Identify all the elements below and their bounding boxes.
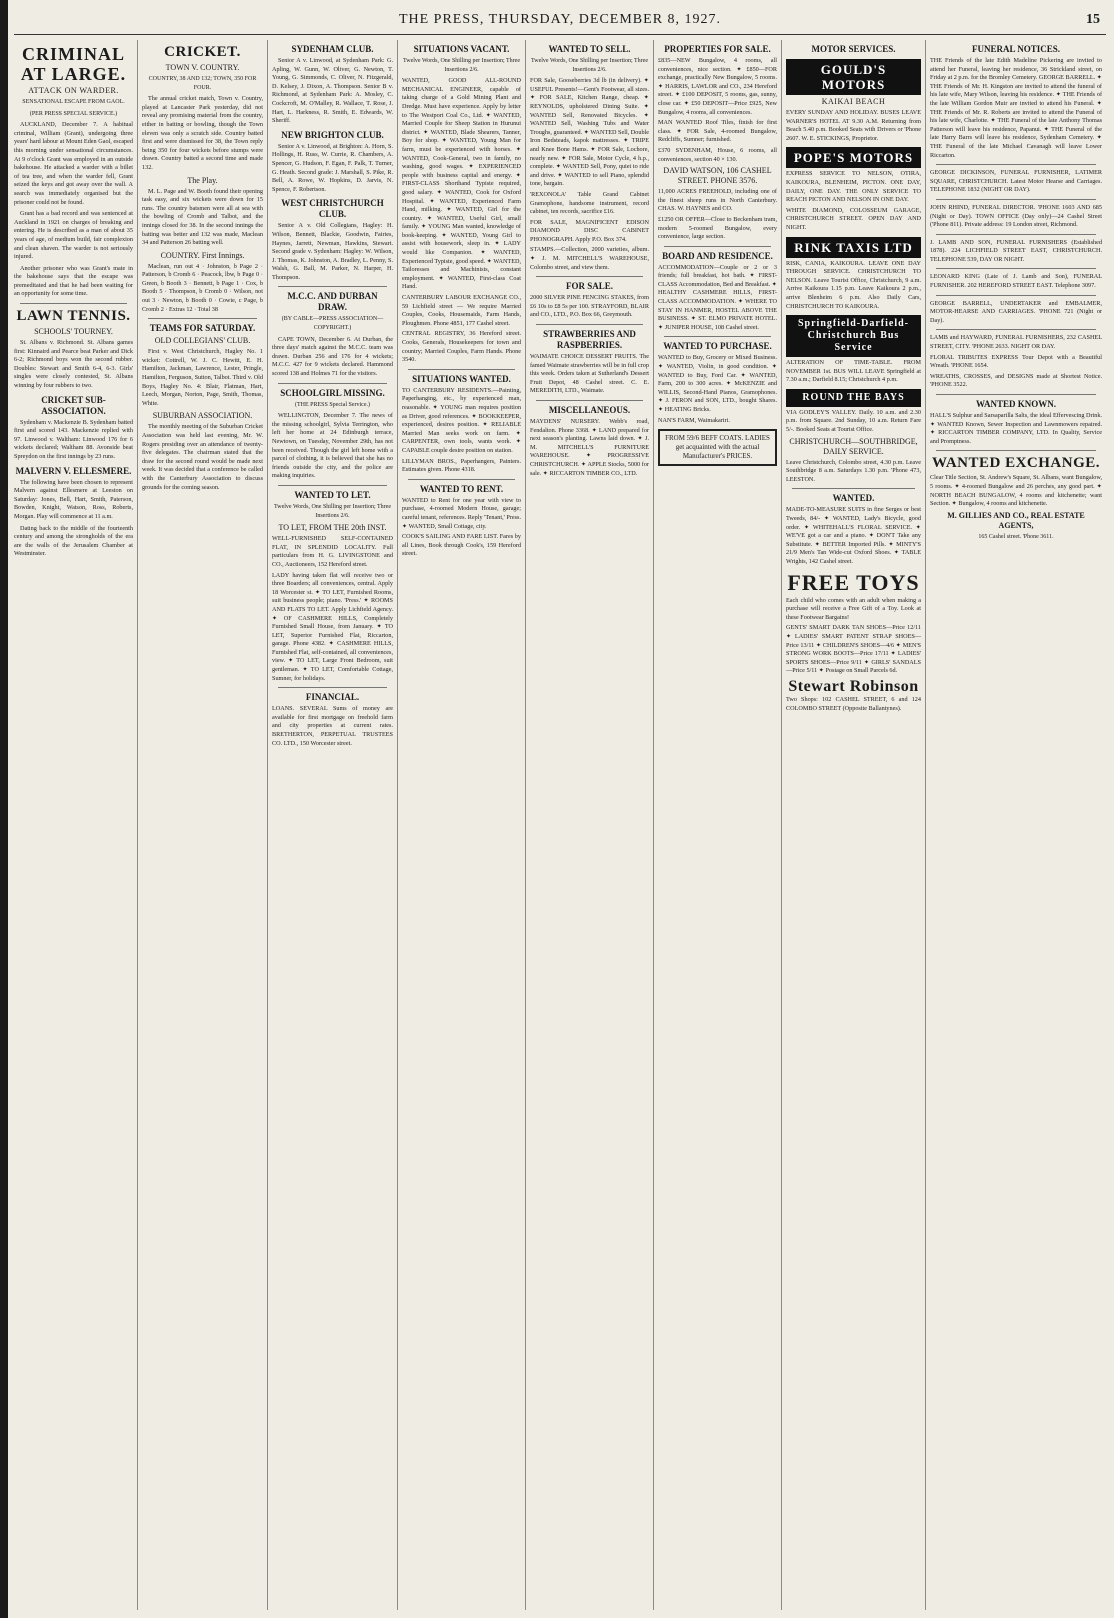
article-body: Another prisoner who was Grant's mate in the bakehouse says that the escape was premeditated and that he had been waiting for an opportunity for some time.: [14, 264, 133, 298]
classified-ad: STAMPS.—Collection, 2000 varieties, album. ✦ J. M. MITCHELL'S WAREHOUSE, Colombo street, and view them.: [530, 246, 649, 271]
coats-advert: FROM 59/6 BEFF COATS. LADIES get acquainted with the actual Manufacturer's PRICES.: [658, 429, 777, 466]
southbridge-title: CHRISTCHURCH—SOUTHBRIDGE, DAILY SERVICE.: [789, 436, 918, 456]
club-title: SUBURBAN ASSOCIATION.: [152, 411, 253, 421]
divider: [408, 479, 515, 480]
column-8: [926, 40, 1106, 1610]
funeral-director-ad: JOHN RHIND, FUNERAL DIRECTOR. 'PHONE 1603 AND 685 (Night or Day). TOWN OFFICE (Day only)—24 Cashel Street ('Phone 811). Private address: 19 London street, Richmond.: [930, 203, 1102, 229]
agent-name: DAVID WATSON, 106 CASHEL STREET. PHONE 3576.: [663, 166, 772, 186]
headline-criminal: CRIMINAL AT LARGE.: [20, 44, 127, 84]
rink-taxis-banner: RINK TAXIS LTD: [786, 237, 921, 258]
divider: [20, 303, 127, 304]
classified-ad: WHITE DIAMOND, COLOSSEUM GARAGE, CHRISTCHURCH STREET. OPEN DAY AND NIGHT.: [786, 206, 921, 231]
section-title-wanted-exchange: WANTED EXCHANGE.: [931, 455, 1101, 472]
funeral-director-ad: GEORGE DICKINSON, FUNERAL FURNISHER, LATIMER SQUARE, CHRISTCHURCH. Latest Motor Hearse and Carriages. TELEPHONE 1832 (NIGHT OR DAY).: [930, 169, 1102, 194]
section-title-cricket-sub: CRICKET SUB-ASSOCIATION.: [41, 394, 106, 416]
column-1: [10, 40, 138, 1610]
divider: [536, 276, 643, 277]
divider: [936, 268, 1096, 269]
classified-ads: MAYDENS' NURSERY. Webb's road, Fendalton. Phone 3368. ✦ LAND prepared for next season's planting. Lawns laid down. ✦ J. M. MITCHELL'S FURNITURE WAREHOUSE. ✦ PROGRESSIVE CHRISTCHURCH. ✦ APPLE Stocks, 5000 for sale. ✦ RICCARTON TIMBER CO., LTD.: [530, 418, 649, 477]
divider: [408, 369, 515, 370]
classified-ad: WAIMATE CHOICE DESSERT FRUITS. The famed Waimate strawberries will be in full crop this week. Orders taken at Sutherland's Dessert Fruit Depot, 48 Cashel street. C. E. MEREDITH, LTD., Waimate.: [530, 353, 649, 395]
popes-motors-banner: POPE'S MOTORS: [786, 147, 921, 168]
stewart-robinson-name: Stewart Robinson: [788, 677, 919, 695]
section-title-funeral-notices: FUNERAL NOTICES.: [971, 44, 1061, 54]
article-body: The following have been chosen to represent Malvern against Ellesmere at Leeston on Saturday: Jones, Bell, Hart, Smith, Paterson, Bowden, Knight, Watson, Ross, Roberts, Morgan. Play will commence at 11 a.m.: [14, 478, 133, 520]
page-number: 15: [1086, 12, 1100, 27]
section-title-malvern: MALVERN V. ELLESMERE.: [15, 465, 132, 476]
classified-ad: Leave Christchurch, Colombo street, 4.30 p.m. Leave Southbridge 8 a.m. Saturdays 1.30 p.m. 'Phone 473, LEESTON.: [786, 458, 921, 483]
classified-ad: 11,000 ACRES FREEHOLD, including one of the finest sheep runs in North Canterbury. CHAS. W. HAYNES and CO.: [658, 188, 777, 213]
rate-line: Twelve Words, One Shilling per Insertion; Three Insertions 2/6.: [402, 58, 521, 73]
club-title-new-brighton: NEW BRIGHTON CLUB.: [281, 129, 384, 140]
section-title-situations-vacant: SITUATIONS VACANT.: [413, 44, 510, 54]
column-4: [398, 40, 526, 1610]
section-title-board: BOARD AND RESIDENCE.: [662, 250, 773, 261]
gillies-address: 165 Cashel street. 'Phone 3611.: [978, 533, 1054, 540]
section-title-financial: FINANCIAL.: [305, 692, 360, 703]
subhead-the-play: The Play.: [187, 175, 218, 185]
kaikai-beach-title: KAIKAI BEACH: [821, 97, 886, 106]
column-2: [138, 40, 268, 1610]
section-title-wanted-to-rent: WANTED TO RENT.: [419, 483, 504, 494]
classified-ad: EVERY SUNDAY AND HOLIDAY. BUSES LEAVE WARNER'S HOTEL AT 9.30 A.M. Returning from Beach 5.40 p.m. Booked Seats with Drivers or 'Phone 2607. W. E. STICKINGS, Proprietor.: [786, 109, 921, 142]
rate-line: Twelve Words, One Shilling per Insertion; Three Insertions 2/6.: [530, 58, 649, 73]
binding-gutter: [0, 0, 8, 1618]
divider: [936, 234, 1096, 235]
club-title-west-christchurch: WEST CHRISTCHURCH CLUB.: [281, 198, 384, 220]
divider: [278, 286, 387, 287]
classified-ad: £1250 OR OFFER—Close to Beckenham tram, modern 5-roomed Bungalow, every convenience, large section.: [658, 215, 777, 241]
divider: [792, 488, 915, 489]
article-body: First v. West Christchurch, Hagley No. 1 wicket: Cottrell, W. J. C. Hewitt, E. H. Hamilton, Jackman, Lawrence, Lester, Pringle, Hamilton, Ferguson, Sutton, Talbot. Third v. Old Boys, Hagley No. 4: Blair, Flatman, Hart, Leech, Morgan, Norton, Page, Smith, Thomas, White.: [142, 348, 263, 407]
classified-ads: £835—NEW Bungalow, 4 rooms, all conveniences, nice section. ✦ £850—FOR exchange, practically New Bungalow, 5 rooms. ✦ HARRIS, LAWLOR and CO., 234 Hereford street. ✦ £100 DEPOSIT, 5 rooms, gas, sunny, close car. ✦ £50 DEPOSIT—Price £925, New Bungalow, 4 rooms, all conveniences.: [658, 57, 777, 116]
section-title-situations-wanted: SITUATIONS WANTED.: [412, 373, 511, 384]
section-title-wanted: WANTED.: [832, 493, 875, 504]
article-body: Senior A v. Linwood, at Brighton: A. Horn, S. Hollings, H. Russ, W. Currie, R. Chambers, A. Spencer, G. Hudson, F. Egan, F. Palk, T. Turner, G. Heath. Second grade: J. Marshall, S. Pike, R. Bell, A. Rowe, W. Hopkins, D. Jarvis, N. Spence, F. Robertson.: [272, 142, 393, 193]
classified-ad: EXPRESS SERVICE TO NELSON, OTIRA, KAIKOURA, BLENHEIM, PICTON. ONE DAY, DAILY, ONE DAY. THE ONLY SERVICE TO REACH PICTON AND NELSON IN ONE DAY.: [786, 170, 921, 204]
article-body: Senior A v. Old Collegians, Hagley: H. Wilson, Bennett, Blackie, Goodwin, Fairies, Haynes, Jarrett, Newman, Hawkins, Stewart. Second grade v. Sydenham: Hagley: W. Wilson, J. Thomas, K. Johnston, A. Bradley, L. Penny, S. Walsh, G. Ball, M. Parker, N. Harper, H. Thompson.: [272, 222, 393, 281]
divider: [936, 450, 1096, 451]
article-body: The monthly meeting of the Suburban Cricket Association was held last evening, Mr. W. Rogers presiding over an attendance of twenty-five delegates. The chairman stated that the draw for the second round would be made next week. It was decided that a conference be called with the Canterbury Association to discuss grounds for the coming season.: [142, 423, 263, 491]
article-body: St. Albans v. Richmond. St. Albans games first: Kinnaird and Pearce beat Parker and Dick 6-2; Richmond boys won the second rubber. Doubles: Stewart and Smith 6-4, 6-3. Girls' singles were closely contested, St. Albans winning by four rubbers to two.: [14, 339, 133, 390]
section-title-miscellaneous: MISCELLANEOUS.: [548, 405, 631, 415]
article-body: AUCKLAND, December 7. A habitual criminal, William (Grant), undergoing three years' hard labour at Mount Eden Gaol, escaped this morning under sensational circumstances. At 9 o'clock Grant was employed in an outside bakehouse. He attacked a warder with a billet of tea tree, and when the warder fell, Grant seized the keys and got away over the wall. A search was immediately organised but the prisoner could not be found.: [14, 121, 133, 206]
floral-ad: FLORAL TRIBUTES EXPRESS Tour Depot with a Beautiful Wreath. 'PHONE 1654.: [930, 353, 1102, 370]
funeral-director-ad: J. LAMB AND SON, FUNERAL FURNISHERS (Established 1878). 224 LICHFIELD STREET EAST, CHRISTCHURCH. TELEPHONE 539, DAY OR NIGHT.: [930, 238, 1102, 263]
funeral-director-ad: GEORGE BARRELL, UNDERTAKER and EMBALMER, MOTOR-HEARSE AND CARRIAGES. 'PHONE 721 (Night or Day).: [930, 299, 1102, 324]
section-title-cricket: CRICKET.: [164, 44, 241, 60]
classified-ad: LOANS. SEVERAL Sums of money are available for first mortgage on freehold farm and city properties at current rates. BRETHERTON, PERPETUAL TRUSTEES CO. LTD., 150 Worcester street.: [272, 705, 393, 747]
divider: [936, 164, 1096, 165]
article-body: Senior A v. Linwood, at Sydenham Park: G. Apling, W. Gunn, W. Oliver, G. Newton, T. Young, G. Simmonds, C. Oliver, N. Fitzgerald, D. Kelsey, J. Dixon, A. Thompson. Senior B v. Richmond, at Sydenham Park: A. Mosley, C. Cockcroft, M. O'Malley, R. Wallace, T. Rose, J. Hart, L. Harkness, R. Smith, E. Edwards, W. Sheriff.: [272, 57, 393, 125]
classified-ads: FOR Sale, Gooseberries 3d lb (in delivery). ✦ USEFUL Presents!—Gent's Footwear, all sizes. ✦ FOR SALE, Kitchen Range, cheap. ✦ REYNOLDS, upholstered Dining Suite. ✦ WANTED Sell, Renovated Bicycles. ✦ WANTED Sell, Washing Tubs and Water Troughs, guaranteed. ✦ WANTED Sell, Double Iron Bedsteads, kapok mattresses. ✦ TRIPE and Knee Bone Hams. ✦ FOR Sale, Lochore, nearly new. ✦ FOR Sale, Motor Cycle, 4 h.p., complete. ✦ WANTED Sell, Pony, quiet to ride and drive. ✦ WANTED to sell Piano, splendid tone, bargain.: [530, 77, 649, 188]
divider: [148, 318, 257, 319]
article-body: M. L. Page and W. Booth found their opening task easy, and six wickets were down for 15 runs. The country batsmen were all at sea with the bowling of Cromb and Talbot, and the innings closed for 38. In the second innings the batting was better and 132 was made, Maclean 34 and Patterson 26 batting well.: [142, 187, 263, 247]
free-toys-title: FREE TOYS: [787, 569, 920, 595]
funeral-notices: THE Friends of the late Edith Madeline Pickering are invited to attend her Funeral, leaving her residence, 36 Strickland street, on Friday at 2 p.m. for the Bromley Cemetery. GEORGE BARRELL. ✦ THE Friends of Mr. H. Kingston are invited to attend the funeral of his late wife, Mary Wilson, leaving his residence. ✦ THE Friends of the late William Gordon Muir are invited to attend his Funeral. ✦ THE Friends of Mr. R. Roberts are invited to attend the Funeral of his late wife, Charlotte. ✦ THE Funeral of the late Anthony Thomas Patterson will leave his residence, Papanui. ✦ THE Funeral of the late Harry Barrs will leave his residence, Sydenham Cemetery. ✦ THE Funeral of the late Michael Cavanagh will leave Lower Riccarton.: [930, 57, 1102, 159]
classified-ad: Each child who comes with an adult when making a purchase will receive a Free Gift of a Toy. Look at these Footwear Bargains!: [786, 596, 921, 621]
column-3: [268, 40, 398, 1610]
headline-escape: SENSATIONAL ESCAPE FROM GAOL.: [22, 99, 125, 105]
section-title-for-sale: FOR SALE.: [565, 281, 613, 292]
article-body: Sydenham v. Mackenzie B. Sydenham batted first and scored 143. Mackenzie replied with 97. Linwood v. Waltham: Linwood 176 for 6 wickets declared; Waltham 88. Avonside beat Spreydon on the first innings by 23 runs.: [14, 418, 133, 460]
floral-ad: WREATHS, CROSSES, and DESIGNS made at Shortest Notice. 'PHONE 3522.: [930, 372, 1102, 389]
section-title-wanted-to-purchase: WANTED TO PURCHASE.: [663, 341, 772, 352]
section-title-teams: TEAMS FOR SATURDAY.: [149, 323, 256, 334]
divider: [278, 687, 387, 688]
classified-ad: ALTERATION OF TIME-TABLE. FROM NOVEMBER 1st. BUS WILL LEAVE Springfield at 7.30 a.m.; Darfield 8.15; Christchurch 4 p.m.: [786, 359, 921, 384]
section-title-motor-services: MOTOR SERVICES.: [811, 44, 896, 54]
divider: [536, 324, 643, 325]
section-title-strawberries: STRAWBERRIES AND RASPBERRIES.: [543, 329, 636, 351]
classified-ads: LADY having taken flat will receive two or three Boarders; all conveniences, central. Apply 18 Worcester st. ✦ TO LET, Furnished Rooms, suit business people; piano. 'Press.' ✦ ROOMS AND FLATS TO LET. Apply Lichfield Agency. ✦ OF CASHMERE HILLS, Completely Furnished Small House, from January. ✦ TO LET, Superior Furnished Flat, Riccarton, garage. Phone 4382. ✦ CASHMERE HILLS, Furnished Flat, self-contained, all conveniences, view. ✦ TO LET, Large Front Bedroom, suit gentleman. ✦ TO LET, Comfortable Cottage, Sumner, for holidays.: [272, 571, 393, 682]
classified-ads: Clear Title Section, St. Andrew's Square, St. Albans, want Bungalow, 5 rooms. ✦ 4-roomed Bungalow and 26 perches, any good part. ✦ NORTH BEACH BUNGALOW, 4 rooms and kitchenette; want Section. ✦ Bungalow, 4 rooms and kitchenette.: [930, 474, 1102, 508]
cable-credit: (BY CABLE—PRESS ASSOCIATION—COPYRIGHT.): [281, 316, 384, 332]
classified-ad: Two Shops: 102 CASHEL STREET, 6 and 124 COLOMBO STREET (Opposite Ballantynes).: [786, 695, 921, 712]
section-title-wanted-to-let: WANTED TO LET.: [294, 489, 371, 500]
funeral-director-ad: LAMB and HAYWARD, FUNERAL FURNISHERS, 232 CASHEL STREET, CITY. 'PHONE 2633. NIGHT OR DAY.: [930, 334, 1102, 351]
column-7: [782, 40, 926, 1610]
section-title-wanted-known: WANTED KNOWN.: [975, 399, 1056, 409]
gillies-agency-name: M. GILLIES AND CO., REAL ESTATE AGENTS,: [947, 510, 1085, 530]
ad-heading: TO LET, FROM THE 20th INST.: [278, 523, 387, 533]
classified-ad: CENTRAL REGISTRY, 36 Hereford street. Cooks, Generals, Housekeepers for town and country; Married Couples, Farm Hands. Phone 3540.: [402, 330, 521, 364]
divider: [936, 295, 1096, 296]
section-title-lawn-tennis: LAWN TENNIS.: [16, 308, 131, 325]
funeral-director-ad: LEONARD KING (Late of J. Lamb and Son), FUNERAL FURNISHER. 202 HEREFORD STREET EAST. Telephone 3097.: [930, 273, 1102, 290]
classified-ads: ACCOMMODATION—Couple or 2 or 3 friends; full breakfast, hot bath. ✦ FIRST-CLASS Accommodation, Bed and Breakfast. ✦ HEALTHY CASHMERE HILLS, FIRST-CLASS ACCOMMODATION. ✦ WHERE TO STAY IN HANMER, HOSTEL ABOVE THE BUSINESS. ✦ ST. ELMO PRIVATE HOTEL. ✦ JUNIPER HOUSE, 108 Cashel street.: [658, 263, 777, 331]
column-6: [654, 40, 782, 1610]
headline-mcc: M.C.C. AND DURBAN DRAW.: [287, 291, 378, 313]
divider: [936, 394, 1096, 395]
divider: [936, 329, 1096, 330]
scoreboard-title: COUNTRY. First Innings.: [160, 250, 245, 260]
classified-ads: MADE-TO-MEASURE SUITS in fine Serges or best Tweeds, 84/- ✦ WANTED, Lady's Bicycle, good order. ✦ WHITEHALL'S FLORAL SERVICE. ✦ WE'VE got a car and a piano. ✦ DON'T Take any Substitute. ✦ BETTER Imported Pills. ✦ MINTY'S 21/9 Men's Tan Wide-cut Oxford Shoes. ✦ TABLE Wrights, 142 Cashel street.: [786, 506, 921, 565]
classified-ad: LILLYMAN BROS., Paperhangers, Painters. Estimates given. Phone 4318.: [402, 457, 521, 474]
headline-attack: ATTACK ON WARDER.: [28, 86, 119, 95]
press-credit: (THE PRESS Special Service.): [295, 401, 370, 408]
classified-ad: 2000 SILVER PINE FENCING STAKES, from £6 10s to £8 5s per 100. STRAYFORD, BLAIR and CO., LTD., P.O. Box 66, Greymouth.: [530, 294, 649, 319]
classified-ads: TO CANTERBURY RESIDENTS.—Painting, Paperhanging, etc., by experienced man, reasonable. ✦ YOUNG man requires position as Driver, good references. ✦ BOOKKEEPER, experienced, desires position. ✦ RELIABLE Married Man seeks work on farm. ✦ CARPENTER, own tools, wants work. ✦ CAPABLE couple desire position on station.: [402, 386, 521, 454]
rate-line: Twelve Words, One Shilling per Insertion; Three Insertions 2/6.: [273, 503, 392, 519]
footwear-bargains: GENTS' SMART DARK TAN SHOES—Price 12/11 ✦ LADIES' SMART PATENT STRAP SHOES—Price 13/11 ✦ CHILDREN'S SHOES—4/6 ✦ MEN'S STRONG WORK BOOTS—Price 17/11 ✦ LADIES' SPORTS SHOES—Price 9/11 ✦ GIRLS' SANDALS—Price 5/11 ✦ Postage on Small Parcels 6d.: [786, 624, 921, 675]
divider: [278, 383, 387, 384]
classified-ad: COOK'S SAILING AND FARE LIST. Fares by all Lines, Book through Cook's, 159 Hereford street.: [402, 533, 521, 558]
classified-ad: NAN'S FARM, Waimakariri.: [658, 416, 730, 424]
divider: [664, 336, 771, 337]
classified-ad: MAN WANTED Roof Tiles, finish for first class. ✦ FOR Sale, 4-roomed Bungalow, Redcliffs, Sumner; furnished.: [658, 119, 777, 144]
divider: [278, 485, 387, 486]
article-body: The annual cricket match, Town v. Country, played at Lancaster Park yesterday, did not reveal any promising material from the country, either in batting or bowling, though the Town eleven was only a scratch side. Country batted first and were dismissed for 38, the Town reply being 350 for four wickets before stumps were drawn. Country batted a second time and made 132.: [142, 95, 263, 171]
headline-schoolgirl: SCHOOLGIRL MISSING.: [280, 387, 385, 398]
section-title-properties: PROPERTIES FOR SALE.: [664, 44, 771, 54]
divider: [936, 199, 1096, 200]
header-rule: [14, 34, 1106, 35]
scoreboard: Maclean, run out 4 · Johnston, b Page 2 · Patterson, b Cromb 6 · Peacock, lbw, b Page 0 · Green, b Booth 3 · Bennett, b Page 1 · Cox, b Booth 5 · Thompson, b Cromb 0 · Wilson, not out 3 · Newton, b Booth 0 · Cowie, c Page, b Cromb 2 · Extras 12 · Total 38: [142, 262, 263, 313]
article-body: Dating back to the middle of the fourteenth century and among the strongholds of the era are the walls of the Jerusalem Chamber at Westminster.: [14, 524, 133, 558]
article-body: WELLINGTON, December 7. The news of the missing schoolgirl, Sylvia Terrington, who left her home at 24 Edinburgh terrace, Newtown, on Tuesday, November 29th, has not been received. Though the girl left home with a parcel of clothing, it is believed that she has no friends outside the city, and the police are making inquiries.: [272, 412, 393, 480]
goulds-motors-banner: GOULD'S MOTORS: [786, 59, 921, 95]
classified-ads: WANTED to Buy, Grocery or Mixed Business. ✦ WANTED, Violin, in good condition. ✦ WANTED to Buy, Ford Car. ✦ WANTED, Farm, 200 to 300 acres. ✦ McKENZIE and WILLIS, Second-Hand Pianos, Gramophones. ✦ J. FERON and SON, LTD., bought Shares. ✦ HEATING Bricks.: [658, 354, 777, 413]
classified-ad: FOR SALE, MAGNIFICENT EDISON DIAMOND DISC CABINET PHONOGRAPH. Apply P.O. Box 374.: [530, 218, 649, 243]
section-subtitle: TOWN V. COUNTRY.: [165, 63, 240, 72]
score-line: COUNTRY, 38 AND 132; TOWN, 350 FOR FOUR.: [148, 76, 257, 91]
divider: [664, 246, 771, 247]
page-header: [20, 12, 1100, 32]
column-5: [526, 40, 654, 1610]
round-the-bays-banner: ROUND THE BAYS: [786, 389, 921, 407]
classified-ad: VIA GODLEY'S VALLEY. Daily. 10 a.m. and 2.30 p.m. from Square. 2nd Sunday, 10 a.m. Return Fare 5/-. Booked Seats at Tourist Office.: [786, 408, 921, 434]
classified-ad: WELL-FURNISHED SELF-CONTAINED FLAT, IN SPLENDID LOCALITY. Full particulars from H. G. LIVINGSTONE and CO., Auctioneers, 152 Hereford street.: [272, 535, 393, 568]
classified-ads: WANTED to Rent for one year with view to purchase, 4-roomed Modern House, garage; careful tenant, references. Reply 'Tenant,' Press. ✦ WANTED, Small Cottage, city.: [402, 496, 521, 530]
divider: [536, 400, 643, 401]
club-title: OLD COLLEGIANS' CLUB.: [154, 336, 251, 346]
classified-ad: CANTERBURY LABOUR EXCHANGE CO., 59 Lichfield street — We require Married Couples, Cooks, Housemaids, Farm Hands, Ploughmen. Phone 4851, 177 Cashel street.: [402, 294, 521, 327]
club-title-sydenham: SYDENHAM CLUB.: [291, 44, 374, 54]
classified-ad: 'REXONOLA' Table Grand Cabinet Gramophone, handsome instrument, record cabinet, ten records, sacrifice £16.: [530, 190, 649, 216]
masthead: THE PRESS, THURSDAY, DECEMBER 8, 1927.: [398, 12, 722, 27]
springfield-bus-banner: Springfield-Darfield-Christchurch Bus Service: [786, 315, 921, 357]
article-body: Grant has a bad record and was sentenced at Auckland in 1921 on charges of breaking and entering. He is described as a man of about 35 years of age, of medium build, fair complexion and clean shaven. The warder is not seriously injured.: [14, 210, 133, 261]
classified-ads: WANTED, GOOD ALL-ROUND MECHANICAL ENGINEER, capable of taking charge of a Gold Mining Plant and Dredge. Must have experience. Apply by letter to The Westport Coal Co., Ltd. ✦ WANTED, Married Couple for Sheep Station in Hurunui district. ✦ WANTED, Blade Shearers, Tanner, Boy for shop. ✦ WANTED, Young Man for farm, must be experienced with horses. ✦ WANTED, Cook-General, two in family, no washing, good wages. ✦ EXPERIENCED people with business capital and energy. ✦ FIRST-CLASS Shorthand Typiste required, good salary. ✦ WANTED, Cook for Oxford Hospital. ✦ WANTED, Experienced Farm Hand, milking. ✦ WANTED, Girl for the country. ✦ WANTED, Useful Girl, small family. ✦ YOUNG Man wanted, knowledge of book-keeping. ✦ WANTED, Young Girl to assist with housework, sleep in. ✦ LADY would like Companion. ✦ WANTED, Experienced Typiste, good speed. ✦ WANTED, Tailoresses and Machinists, constant employment. ✦ WANTED, First-class Coat Hand.: [402, 77, 521, 291]
section-title-wanted-to-sell: WANTED TO SELL.: [548, 44, 631, 54]
section-subtitle: SCHOOLS' TOURNEY.: [34, 327, 113, 337]
classified-ad: RISK, CANIA, KAIKOURA. LEAVE ONE DAY THROUGH SERVICE. CHRISTCHURCH TO NELSON. Leave Tourist Office, Christchurch, 9 a.m. Arrive Kaikoura 1.15 p.m. Leave Kaikoura 2 p.m., arrive Blenheim 6 p.m. Also Daily Cars, CHRISTCHURCH TO KAIKOURA.: [786, 259, 921, 310]
dateline: (PER PRESS SPECIAL SERVICE.): [29, 110, 118, 117]
classified-ad: £370 SYDENHAM, House, 6 rooms, all conveniences, section 40 × 130.: [658, 146, 777, 163]
classified-ads: HALL'S Sulphur and Sarsaparilla Salts, the ideal Effervescing Drink. ✦ WANTED Known, Sewer Inspection and Lawnmowers repaired. ✦ RICCARTON TIMBER COMPANY, LTD. In Quality, Service and Promptness.: [930, 412, 1102, 445]
article-body: CAPE TOWN, December 6. At Durban, the three days' match against the M.C.C. team was drawn. Durban 256 and 176 for 4 wickets; M.C.C. 427 for 9 wickets declared. Hammond scored 138 and Holmes 71 for the visitors.: [272, 335, 393, 378]
